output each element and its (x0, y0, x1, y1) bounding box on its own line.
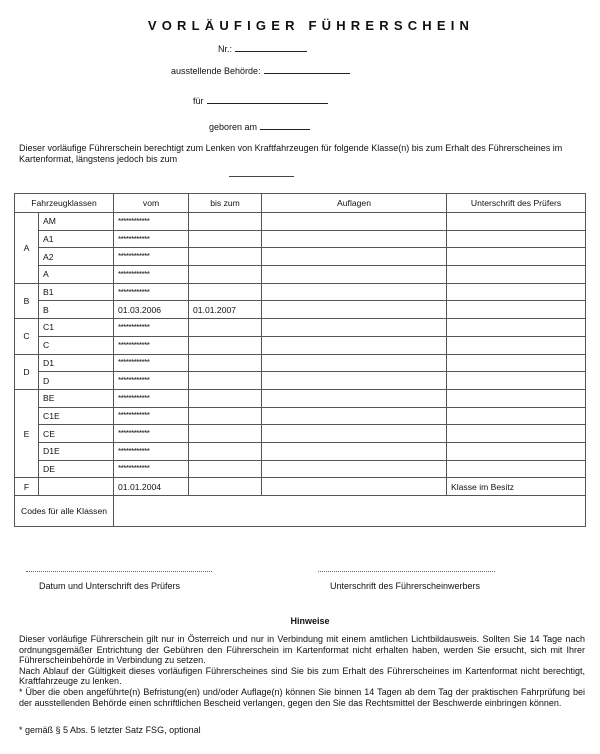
conditions-cell[interactable] (262, 301, 447, 319)
signature-cell[interactable] (447, 354, 586, 372)
class-cell: C1 (39, 319, 114, 337)
signature-cell[interactable] (447, 389, 586, 407)
signature-cell[interactable] (447, 336, 586, 354)
class-cell: B1 (39, 283, 114, 301)
class-cell: BE (39, 389, 114, 407)
table-row (15, 354, 586, 372)
conditions-cell[interactable] (262, 319, 447, 337)
conditions-cell[interactable] (262, 407, 447, 425)
holder-input-line[interactable] (207, 94, 328, 104)
class-cell: CE (39, 425, 114, 443)
class-cell: A (39, 266, 114, 284)
until-date-cell[interactable] (189, 213, 262, 231)
conditions-cell[interactable] (262, 389, 447, 407)
class-cell: D1E (39, 442, 114, 460)
class-cell: A1 (39, 230, 114, 248)
class-group-cell: A (15, 213, 39, 284)
until-date-cell[interactable] (189, 389, 262, 407)
from-date-cell[interactable]: ************ (114, 283, 189, 301)
authority-label: ausstellende Behörde: (171, 66, 261, 76)
vehicle-classes-table (14, 193, 586, 527)
table-row (15, 372, 586, 390)
number-label: Nr.: (218, 44, 233, 54)
class-cell: AM (39, 213, 114, 231)
until-date-cell[interactable] (189, 442, 262, 460)
signature-cell[interactable] (447, 319, 586, 337)
from-date-cell[interactable]: ************ (114, 372, 189, 390)
table-row (15, 336, 586, 354)
header-classes: Fahrzeugklassen (15, 194, 114, 213)
document-title: VORLÄUFIGER FÜHRERSCHEIN (147, 18, 475, 33)
table-row (15, 230, 586, 248)
signature-cell[interactable] (447, 372, 586, 390)
table-row (15, 213, 586, 231)
from-date-cell[interactable]: ************ (114, 230, 189, 248)
from-date-cell[interactable]: ************ (114, 389, 189, 407)
birthdate-field[interactable] (209, 120, 310, 132)
conditions-cell[interactable] (262, 442, 447, 460)
valid-until-input-line[interactable] (229, 176, 294, 177)
table-row (15, 248, 586, 266)
from-date-cell[interactable]: ************ (114, 213, 189, 231)
conditions-cell[interactable] (262, 266, 447, 284)
signature-cell[interactable] (447, 301, 586, 319)
until-date-cell[interactable]: 01.01.2007 (189, 301, 262, 319)
until-date-cell[interactable] (189, 319, 262, 337)
table-row (15, 478, 586, 496)
conditions-cell[interactable] (262, 248, 447, 266)
signature-cell[interactable] (447, 213, 586, 231)
from-date-cell[interactable]: ************ (114, 425, 189, 443)
header-conditions: Auflagen (262, 194, 447, 213)
class-cell: B (39, 301, 114, 319)
from-date-cell[interactable]: ************ (114, 354, 189, 372)
conditions-cell[interactable] (262, 283, 447, 301)
conditions-cell[interactable] (262, 460, 447, 478)
header-until: bis zum (189, 194, 262, 213)
from-date-cell[interactable]: ************ (114, 460, 189, 478)
from-date-cell[interactable]: ************ (114, 319, 189, 337)
signature-cell[interactable]: Klasse im Besitz (447, 478, 586, 496)
until-date-cell[interactable] (189, 407, 262, 425)
class-cell: D (39, 372, 114, 390)
from-date-cell[interactable]: ************ (114, 407, 189, 425)
authority-input-line[interactable] (264, 64, 350, 74)
applicant-signature-label: Unterschrift des Führerscheinwerbers (330, 581, 481, 591)
from-date-cell[interactable]: ************ (114, 336, 189, 354)
number-field[interactable] (218, 42, 307, 54)
until-date-cell[interactable] (189, 425, 262, 443)
table-row (15, 425, 586, 443)
conditions-cell[interactable] (262, 354, 447, 372)
until-date-cell[interactable] (189, 460, 262, 478)
until-date-cell[interactable] (189, 478, 262, 496)
note-paragraph-2: Nach Ablauf der Gültigkeit dieses vorläufigen Führerscheines sind Sie bis zum Erhalt des Führerscheines im Kartenformat nicht berechtigt, Kraftfahrzeuge zu lenken. (19, 665, 585, 687)
note-paragraph-3: * Über die oben angeführte(n) Befristung(en) und/oder Auflage(n) können Sie binnen 14 Tagen ab dem Tag der praktischen Fahrprüfung bei der ausstellenden Behörde einen schriftlichen Bescheid verlangen, gegen den Sie das Rechtsmittel der Beschwerde einbringen können. (19, 686, 585, 708)
examiner-signature-line[interactable] (26, 571, 212, 572)
until-date-cell[interactable] (189, 230, 262, 248)
signature-cell[interactable] (447, 425, 586, 443)
conditions-cell[interactable] (262, 425, 447, 443)
signature-cell[interactable] (447, 442, 586, 460)
birthdate-input-line[interactable] (260, 120, 310, 130)
class-cell: C1E (39, 407, 114, 425)
from-date-cell[interactable]: ************ (114, 266, 189, 284)
codes-row (15, 496, 586, 527)
codes-value-cell[interactable] (114, 496, 586, 527)
conditions-cell[interactable] (262, 213, 447, 231)
table-row (15, 442, 586, 460)
until-date-cell[interactable] (189, 248, 262, 266)
applicant-signature-line[interactable] (318, 571, 495, 572)
codes-label: Codes für alle Klassen (15, 496, 114, 527)
conditions-cell[interactable] (262, 230, 447, 248)
notes-body (19, 634, 585, 708)
signature-cell[interactable] (447, 407, 586, 425)
until-date-cell[interactable] (189, 372, 262, 390)
authority-field[interactable] (171, 64, 350, 76)
table-row (15, 407, 586, 425)
table-row (15, 389, 586, 407)
table-header-row (15, 194, 586, 213)
until-date-cell[interactable] (189, 266, 262, 284)
class-cell: DE (39, 460, 114, 478)
table-row (15, 319, 586, 337)
class-group-cell: E (15, 389, 39, 477)
signature-cell[interactable] (447, 248, 586, 266)
from-date-cell[interactable]: ************ (114, 442, 189, 460)
until-date-cell[interactable] (189, 336, 262, 354)
table-row (15, 266, 586, 284)
signature-cell[interactable] (447, 460, 586, 478)
from-date-cell[interactable]: 01.01.2004 (114, 478, 189, 496)
table-row (15, 301, 586, 319)
class-group-cell: F (15, 478, 39, 496)
until-date-cell[interactable] (189, 283, 262, 301)
signature-cell[interactable] (447, 230, 586, 248)
number-input-line[interactable] (235, 42, 307, 52)
class-cell: C (39, 336, 114, 354)
conditions-cell[interactable] (262, 478, 447, 496)
signature-cell[interactable] (447, 283, 586, 301)
intro-text: Dieser vorläufige Führerschein berechtigt zum Lenken von Kraftfahrzeugen für folgende Klasse(n) bis zum Erhalt des Führerscheines im Kartenformat, längstens jedoch bis zum (19, 143, 563, 164)
conditions-cell[interactable] (262, 372, 447, 390)
class-group-cell: C (15, 319, 39, 354)
table-row (15, 460, 586, 478)
signature-cell[interactable] (447, 266, 586, 284)
class-cell: A2 (39, 248, 114, 266)
class-group-cell: D (15, 354, 39, 389)
table-row (15, 283, 586, 301)
holder-label: für (193, 96, 204, 106)
holder-field[interactable] (193, 94, 328, 106)
class-group-cell: B (15, 283, 39, 318)
note-paragraph-1: Dieser vorläufige Führerschein gilt nur in Österreich und nur in Verbindung mit einem amtlichen Lichtbildausweis. Sollten Sie 14 Tage nach ordnungsgemäßer Entrichtung der Gebühren den Führerschein im Kartenformat nicht erhalten haben, werden Sie ersucht, sich mit Ihrer Führerscheinbehörde in Verbindung zu setzen. (19, 634, 585, 666)
notes-heading: Hinweise (290, 616, 330, 626)
from-date-cell[interactable]: ************ (114, 248, 189, 266)
from-date-cell[interactable]: 01.03.2006 (114, 301, 189, 319)
header-from: vom (114, 194, 189, 213)
examiner-signature-label: Datum und Unterschrift des Prüfers (39, 581, 181, 591)
conditions-cell[interactable] (262, 336, 447, 354)
footnote: * gemäß § 5 Abs. 5 letzter Satz FSG, optional (19, 725, 201, 735)
until-date-cell[interactable] (189, 354, 262, 372)
header-signature: Unterschrift des Prüfers (447, 194, 586, 213)
class-cell (39, 478, 114, 496)
class-cell: D1 (39, 354, 114, 372)
birthdate-label: geboren am (209, 122, 258, 132)
